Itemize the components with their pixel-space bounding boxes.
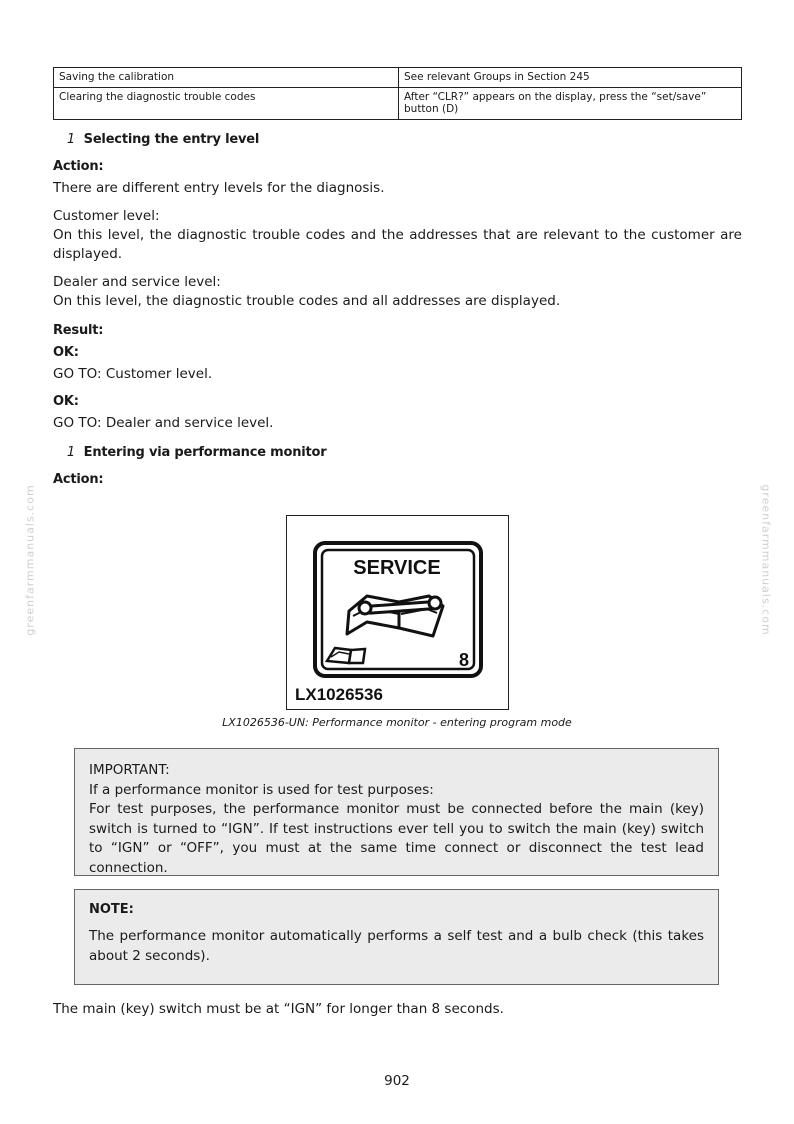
table-cell: See relevant Groups in Section 245: [399, 68, 742, 88]
result-label: Result:: [53, 323, 104, 338]
ok-label: OK:: [53, 394, 79, 409]
dealer-level-label: Dealer and service level:: [53, 274, 221, 290]
figure-caption: LX1026536-UN: Performance monitor - entering program mode: [222, 716, 572, 729]
note-heading: NOTE:: [89, 902, 134, 917]
ok-label: OK:: [53, 345, 79, 360]
watermark-left: greenfarmmanuals.com: [23, 484, 37, 636]
table-cell: Clearing the diagnostic trouble codes: [54, 88, 399, 120]
ok-text: GO TO: Customer level.: [53, 366, 213, 382]
ok-text: GO TO: Dealer and service level.: [53, 415, 274, 431]
note-text: The performance monitor automatically performs a self test and a bulb check (this takes about 2 seconds).: [89, 928, 704, 964]
table-row: [54, 88, 742, 120]
step-heading: [53, 445, 742, 460]
important-box: [74, 748, 719, 876]
dealer-level-text: On this level, the diagnostic trouble codes and all addresses are displayed.: [53, 293, 561, 309]
step-number: 1: [66, 132, 75, 147]
watermark-right: greenfarmmanuals.com: [759, 484, 773, 636]
action-text: There are different entry levels for the diagnosis.: [53, 180, 385, 196]
step-heading: [53, 132, 742, 147]
step-title: Entering via performance monitor: [83, 445, 327, 460]
closing-text: The main (key) switch must be at “IGN” for longer than 8 seconds.: [53, 1001, 504, 1017]
page-number: 902: [384, 1073, 410, 1089]
page-content: [53, 67, 742, 487]
important-line: If a performance monitor is used for test purposes:: [89, 781, 434, 798]
action-label: Action:: [53, 472, 104, 487]
action-label: Action:: [53, 159, 104, 174]
performance-monitor-figure: [286, 515, 509, 710]
note-box: [74, 889, 719, 985]
table-cell: After “CLR?” appears on the display, press the “set/save” button (D): [399, 88, 742, 120]
step-title: Selecting the entry level: [83, 132, 260, 147]
service-text: SERVICE: [353, 557, 441, 579]
table-row: [54, 68, 742, 88]
service-display-illustration: [287, 516, 507, 708]
table-cell: Saving the calibration: [54, 68, 399, 88]
customer-level-text: On this level, the diagnostic trouble codes and the addresses that are relevant to the customer are displayed.: [53, 227, 742, 262]
reference-table: [53, 67, 742, 120]
display-number: 8: [458, 650, 469, 670]
small-book-icon: [327, 648, 365, 663]
important-text: For test purposes, the performance monitor must be connected before the main (key) switch is turned to “IGN”. If test instructions ever tell you to switch the main (key) switch to “IGN” or “OFF”, you must at the same time connect or disconnect the test lead connection.: [89, 801, 704, 876]
customer-level-label: Customer level:: [53, 208, 160, 224]
figure-code: LX1026536: [295, 685, 383, 704]
important-heading: IMPORTANT:: [89, 762, 170, 778]
step-number: 1: [66, 445, 75, 460]
